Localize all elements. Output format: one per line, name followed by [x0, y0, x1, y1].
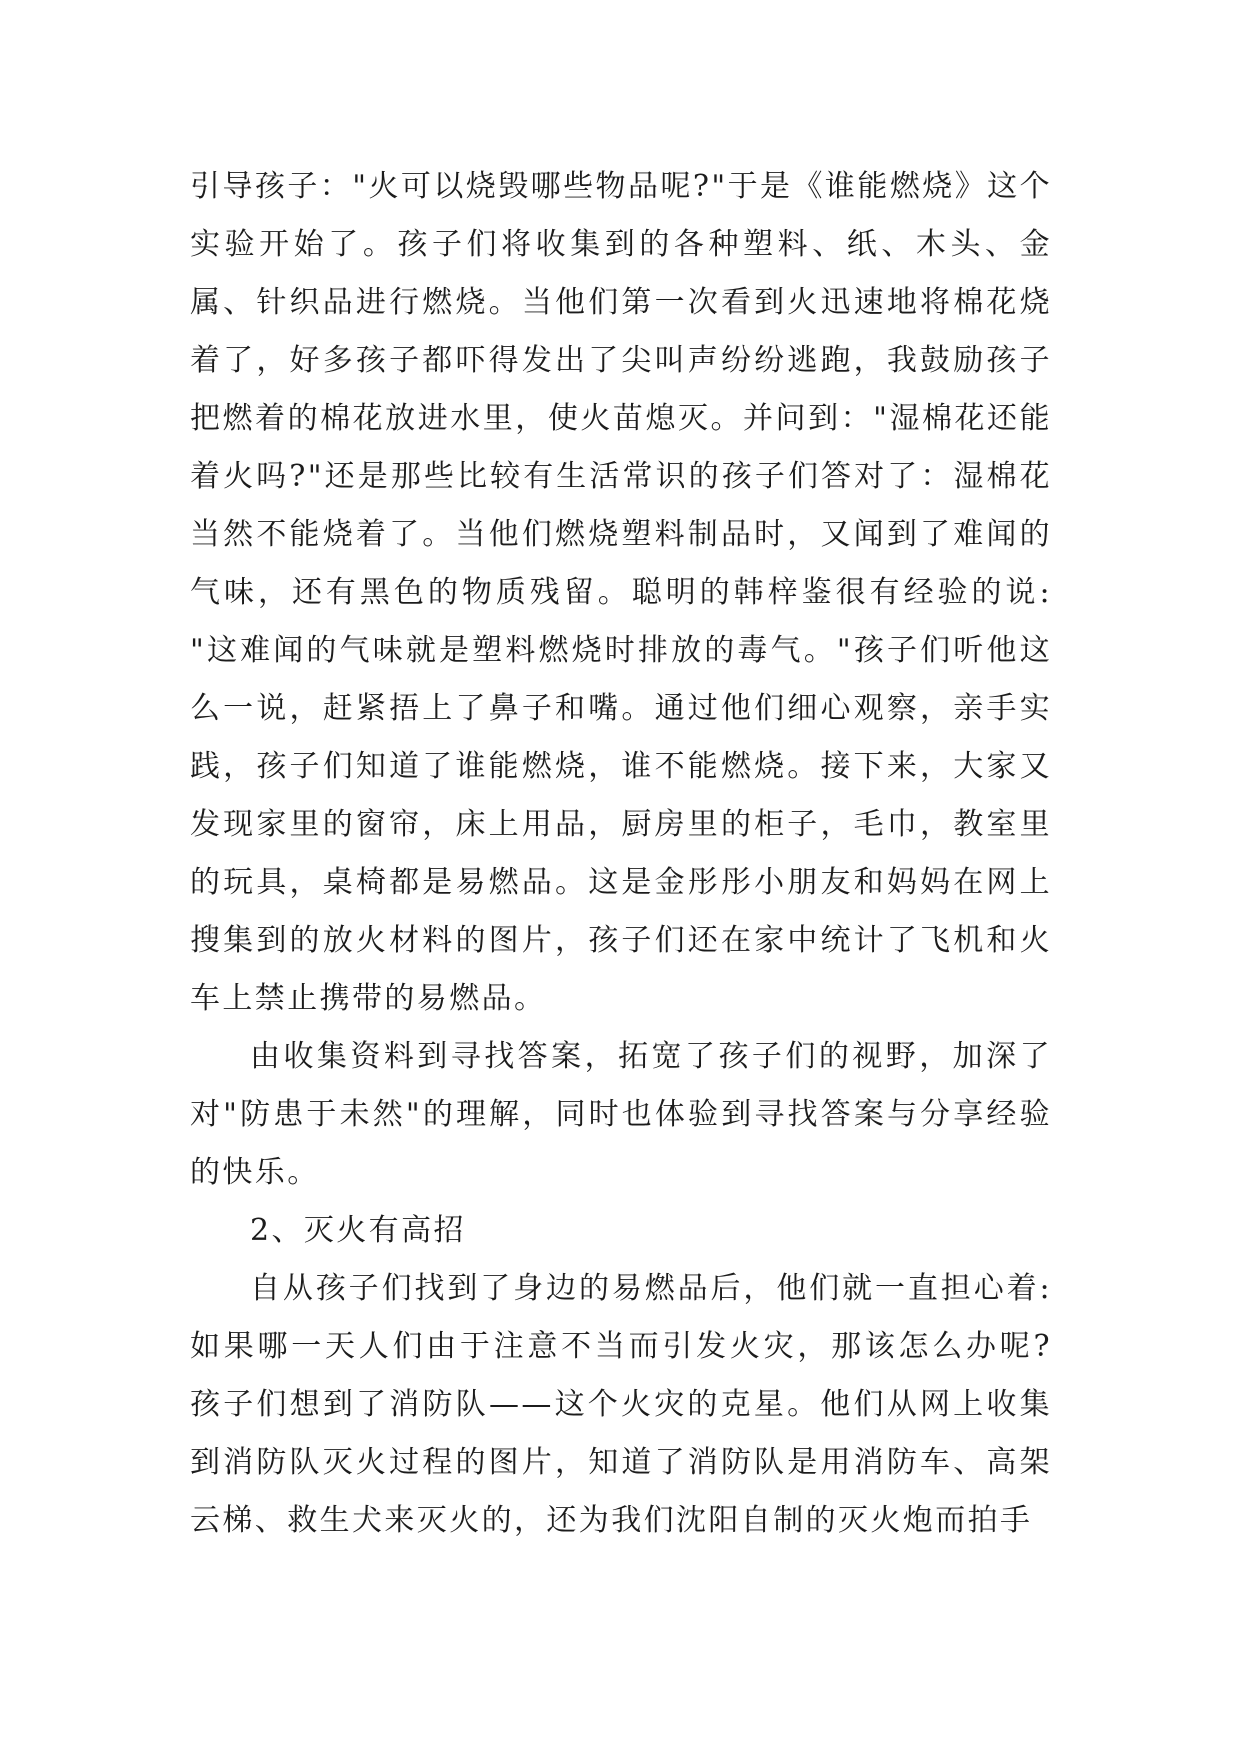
- document-body: [190, 158, 1052, 1550]
- paragraph-fire-brigade: 自从孩子们找到了身边的易燃品后，他们就一直担心着: 如果哪一天人们由于注意不当而引发火灾，那该怎么办呢? 孩子们想到了消防队——这个火灾的克星。他们从网上收集到消防队灭火过程的图片，知道了消防队是用消防车、高架云梯、救生犬来灭火的，还为我们沈阳自制的灭火炮而拍手: [190, 1271, 1052, 1538]
- paragraph-fire-experiment: 引导孩子："火可以烧毁哪些物品呢?"于是《谁能燃烧》这个实验开始了。孩子们将收集到的各种塑料、纸、木头、金属、针织品进行燃烧。当他们第一次看到火迅速地将棉花烧着了，好多孩子都吓得发出了尖叫声纷纷逃跑，我鼓励孩子把燃着的棉花放进水里，使火苗熄灭。并问到："湿棉花还能着火吗?"还是那些比较有生活常识的孩子们答对了：湿棉花当然不能烧着了。当他们燃烧塑料制品时，又闻到了难闻的气味，还有黑色的物质残留。聪明的韩梓鉴很有经验的说: "这难闻的气味就是塑料燃烧时排放的毒气。"孩子们听他这么一说，赶紧捂上了鼻子和嘴。通过他们细心观察，亲手实践，孩子们知道了谁能燃烧，谁不能燃烧。接下来，大家又发现家里的窗帘，床上用品，厨房里的柜子，毛巾，教室里的玩具，桌椅都是易燃品。这是金彤彤小朋友和妈妈在网上搜集到的放火材料的图片，孩子们还在家中统计了飞机和火车上禁止携带的易燃品。: [190, 169, 1052, 1016]
- section-heading-firefighting: 2、灭火有高招: [250, 1213, 466, 1248]
- paragraph-summary: 由收集资料到寻找答案，拓宽了孩子们的视野，加深了对"防患于未然"的理解，同时也体验到寻找答案与分享经验的快乐。: [190, 1039, 1052, 1190]
